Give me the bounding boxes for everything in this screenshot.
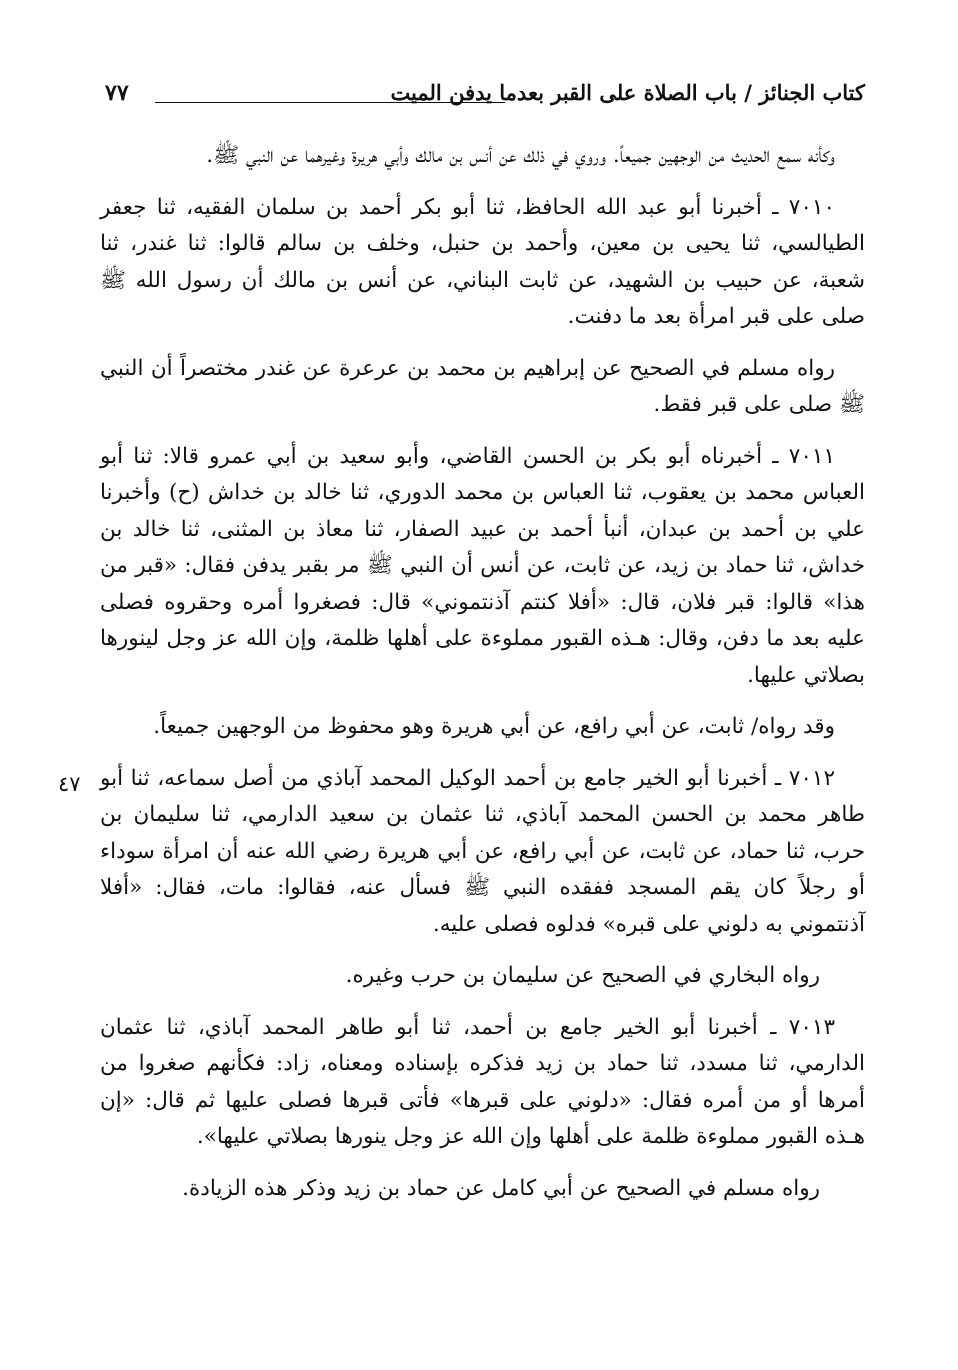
chapter-title: كتاب الجنائز / باب الصلاة على القبر بعدما يدفن الميت [390,80,865,105]
paragraph-riwaya-bukhari: رواه البخاري في الصحيح عن سليمان بن حرب وغيره. [345,963,820,988]
margin-folio-note: ٤٧ [58,772,81,796]
paragraph-hadith-7013: ٧٠١٣ ـ أخبرنا أبو الخير جامع بن أحمد، ثنا أبو طاهر المحمد آباذي، ثنا عثمان الدارمي، ثنا مسدد، ثنا حماد بن زيد فذكره بإسناده ومعناه، زاد: فكأنهم صغروا من أمرها أو من أمره فقال: «دلوني على قبرها» فأتى قبرها فصلى عليها ثم قال: «إن هـذه القبور مملوءة ظلمة على أهلها وإن الله عز وجل ينورها بصلاتي عليها». [100,1014,865,1149]
paragraph-hadith-7010: ٧٠١٠ ـ أخبرنا أبو عبد الله الحافظ، ثنا أبو بكر أحمد بن سلمان الفقيه، ثنا جعفر الطيالسي، ثنا يحيى بن معين، وأحمد بن حنبل، وخلف بن سالم قالوا: ثنا غندر، ثنا شعبة، عن حبيب بن الشهيد، عن ثابت البناني، عن أنس بن مالك أن رسول الله ﷺ صلى على قبر امرأة بعد ما دفنت. [100,194,865,329]
page-body [100,138,865,1222]
paragraph-commentary: وكأنه سمع الحديث من الوجهين جميعاً. وروي في ذلك عن أنس بن مالك وأبي هريرة وغيرهما عن النبي ﷺ. [206,143,835,168]
paragraph-note-thabit: وقد رواه/ ثابت، عن أبي رافع، عن أبي هريرة وهو محفوظ من الوجهين جميعاً. [153,714,835,739]
paragraph-hadith-7012: ٧٠١٢ ـ أخبرنا أبو الخير جامع بن أحمد الوكيل المحمد آباذي من أصل سماعه، ثنا أبو طاهر محمد بن الحسن المحمد آباذي، ثنا عثمان بن سعيد الدارمي، ثنا سليمان بن حرب، ثنا حماد، عن ثابت، عن أبي رافع، عن أبي هريرة رضي الله عنه أن امرأة سوداء أو رجلاً كان يقم المسجد ففقده النبي ﷺ فسأل عنه، فقالوا: مات، فقال: «أفلا آذنتموني به دلوني على قبره» فدلوه فصلى عليه. [100,765,865,937]
header-rule [155,102,505,103]
paragraph-hadith-7011: ٧٠١١ ـ أخبرناه أبو بكر بن الحسن القاضي، وأبو سعيد بن أبي عمرو قالا: ثنا أبو العباس محمد بن يعقوب، ثنا العباس بن محمد الدوري، ثنا خالد بن خداش (ح) وأخبرنا علي بن أحمد بن عبدان، أنبأ أحمد بن عبيد الصفار، ثنا معاذ بن المثنى، ثنا خالد بن خداش، ثنا حماد بن زيد، عن ثابت، عن أنس أن النبي ﷺ مر بقبر يدفن فقال: «قبر من هذا» قالوا: قبر فلان، قال: «أفلا كنتم آذنتموني» قال: فصغروا أمره وحقروه فصلى عليه بعد ما دفن، وقال: هـذه القبور مملوءة على أهلها ظلمة، وإن الله عز وجل لينورها بصلاتي عليها. [100,443,865,688]
paragraph-riwaya-muslim: رواه مسلم في الصحيح عن إبراهيم بن محمد بن عرعرة عن غندر مختصراً أن النبي ﷺ صلى على قبر فقط. [100,355,865,417]
paragraph-riwaya-muslim-2: رواه مسلم في الصحيح عن أبي كامل عن حماد بن زيد وذكر هذه الزيادة. [182,1175,820,1201]
page-number: ٧٧ [105,80,129,106]
running-header [105,80,865,116]
